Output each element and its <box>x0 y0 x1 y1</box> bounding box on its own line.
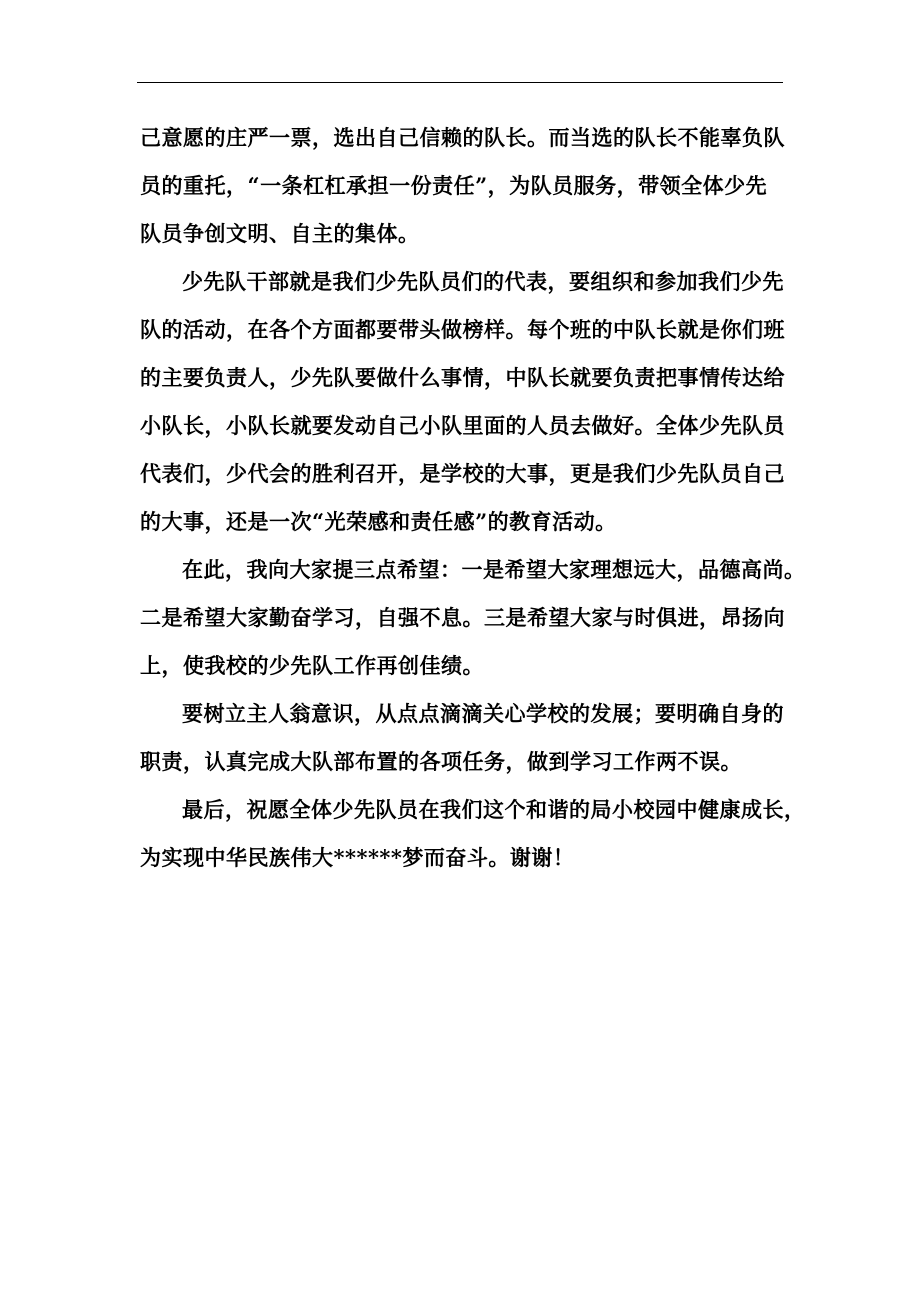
paragraph-2 <box>140 258 808 546</box>
text-line: 职责，认真完成大队部布置的各项任务，做到学习工作两不误。 <box>140 749 742 774</box>
text-line: 在此，我向大家提三点希望：一是希望大家理想远大，品德高尚。 <box>182 557 806 582</box>
text-line: 要树立主人翁意识，从点点滴滴关心学校的发展；要明确自身的 <box>182 701 784 726</box>
text-line: 的大事，还是一次“光荣感和责任感”的教育活动。 <box>140 509 617 534</box>
paragraph-1 <box>140 114 808 258</box>
text-line: 小队长，小队长就要发动自己小队里面的人员去做好。全体少先队员 <box>140 413 785 438</box>
text-line: 为实现中华民族伟大******梦而奋斗。谢谢！ <box>140 845 575 870</box>
paragraph-3 <box>140 546 808 690</box>
text-line: 二是希望大家勤奋学习，自强不息。三是希望大家与时俱进，昂扬向 <box>140 605 785 630</box>
header-rule <box>137 82 783 83</box>
text-line: 代表们，少代会的胜利召开，是学校的大事，更是我们少先队员自己 <box>140 461 785 486</box>
body-text <box>140 114 808 882</box>
text-line: 的主要负责人，少先队要做什么事情，中队长就要负责把事情传达给 <box>140 365 785 390</box>
text-line: 队员争创文明、自主的集体。 <box>140 221 420 246</box>
paragraph-5 <box>140 786 808 882</box>
paragraph-4 <box>140 690 808 786</box>
text-line: 上，使我校的少先队工作再创佳绩。 <box>140 653 484 678</box>
text-line: 少先队干部就是我们少先队员们的代表，要组织和参加我们少先 <box>182 269 784 294</box>
text-line: 最后，祝愿全体少先队员在我们这个和谐的局小校园中健康成长， <box>182 797 806 822</box>
text-line: 己意愿的庄严一票，选出自己信赖的队长。而当选的队长不能辜负队 <box>140 125 785 150</box>
text-line: 员的重托，“一条杠杠承担一份责任”，为队员服务，带领全体少先 <box>140 173 768 198</box>
text-line: 队的活动，在各个方面都要带头做榜样。每个班的中队长就是你们班 <box>140 317 785 342</box>
